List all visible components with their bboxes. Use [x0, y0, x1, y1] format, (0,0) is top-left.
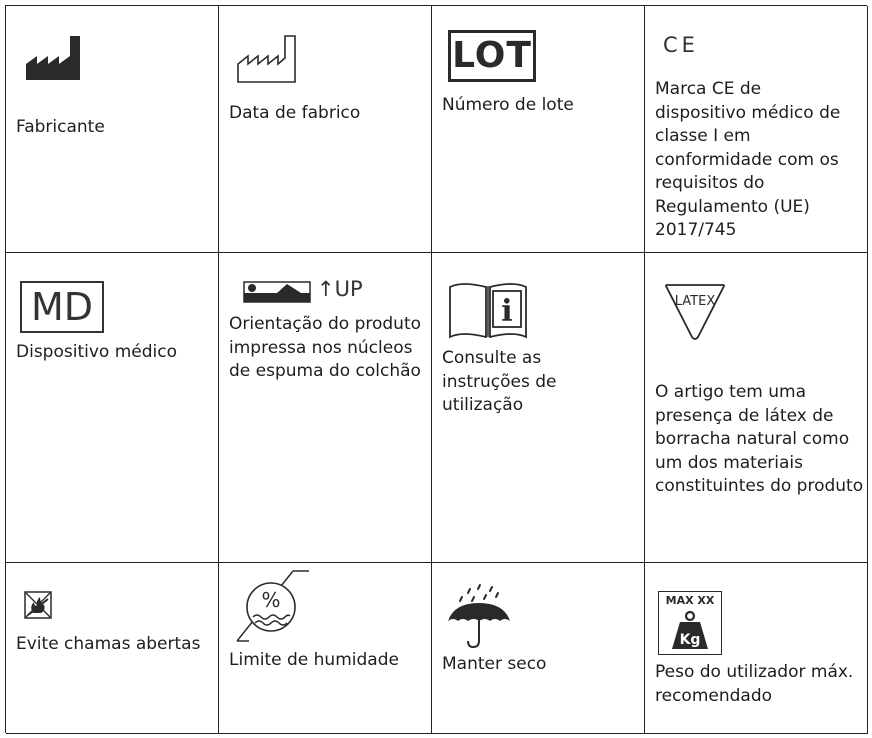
symbol-label: Marca CE de dispositivo médico de classe I em conformidade com os requisitos do Regulamento (UE) 2017/745: [655, 79, 841, 240]
symbol-cell-medical-device: [6, 253, 219, 563]
symbol-cell-lot-number: [432, 6, 645, 253]
lot-icon-text: LOT: [452, 35, 532, 76]
kg-text: Kg: [679, 632, 701, 648]
symbol-cell-max-weight: [645, 563, 868, 734]
factory-icon: [26, 36, 84, 80]
max-weight-icon: [658, 591, 722, 655]
md-icon-text: MD: [30, 285, 94, 329]
instructions-book-icon: [448, 281, 528, 339]
symbol-cell-no-flame: [6, 563, 219, 734]
symbols-table: [5, 5, 867, 733]
date-of-manufacture-icon: [237, 34, 303, 84]
symbol-cell-manufacture-date: [219, 6, 432, 253]
symbol-cell-manufacturer: [6, 6, 219, 253]
symbol-label: Fabricante: [16, 117, 105, 137]
info-i-glyph: i: [501, 294, 513, 329]
symbol-label: Manter seco: [442, 654, 547, 674]
latex-icon-text: LATEX: [674, 294, 716, 309]
md-icon: [20, 281, 104, 333]
keep-dry-umbrella-icon: [446, 583, 512, 649]
symbol-label: Número de lote: [442, 95, 574, 115]
symbol-cell-orientation: [219, 253, 432, 563]
symbol-cell-instructions: [432, 253, 645, 563]
orientation-icon: [243, 281, 311, 303]
symbol-label: Orientação do produto impressa nos núcleos de espuma do colchão: [229, 314, 422, 381]
symbol-cell-ce-mark: [645, 6, 868, 253]
symbol-label: Peso do utilizador máx. recomendado: [655, 662, 854, 706]
symbol-label: Limite de humidade: [229, 650, 399, 670]
up-arrow-text: ↑UP: [317, 277, 363, 301]
percent-glyph: %: [261, 588, 281, 612]
symbol-label: Consulte as instruções de utilização: [442, 348, 557, 415]
no-open-flame-icon: [24, 591, 52, 619]
symbol-cell-latex: [645, 253, 868, 563]
latex-icon: [663, 281, 727, 341]
symbol-label: Data de fabrico: [229, 103, 361, 123]
symbol-cell-humidity: [219, 563, 432, 734]
ce-mark-icon: CE: [663, 33, 699, 57]
symbol-label: O artigo tem uma presença de látex de borracha natural como um dos materiais constituintes do produto: [655, 382, 864, 496]
symbol-label: Dispositivo médico: [16, 342, 177, 362]
lot-icon: [448, 30, 536, 82]
symbol-label: Evite chamas abertas: [16, 634, 201, 654]
symbol-cell-keep-dry: [432, 563, 645, 734]
humidity-limit-icon: [235, 569, 317, 643]
max-xx-text: MAX XX: [665, 594, 715, 607]
